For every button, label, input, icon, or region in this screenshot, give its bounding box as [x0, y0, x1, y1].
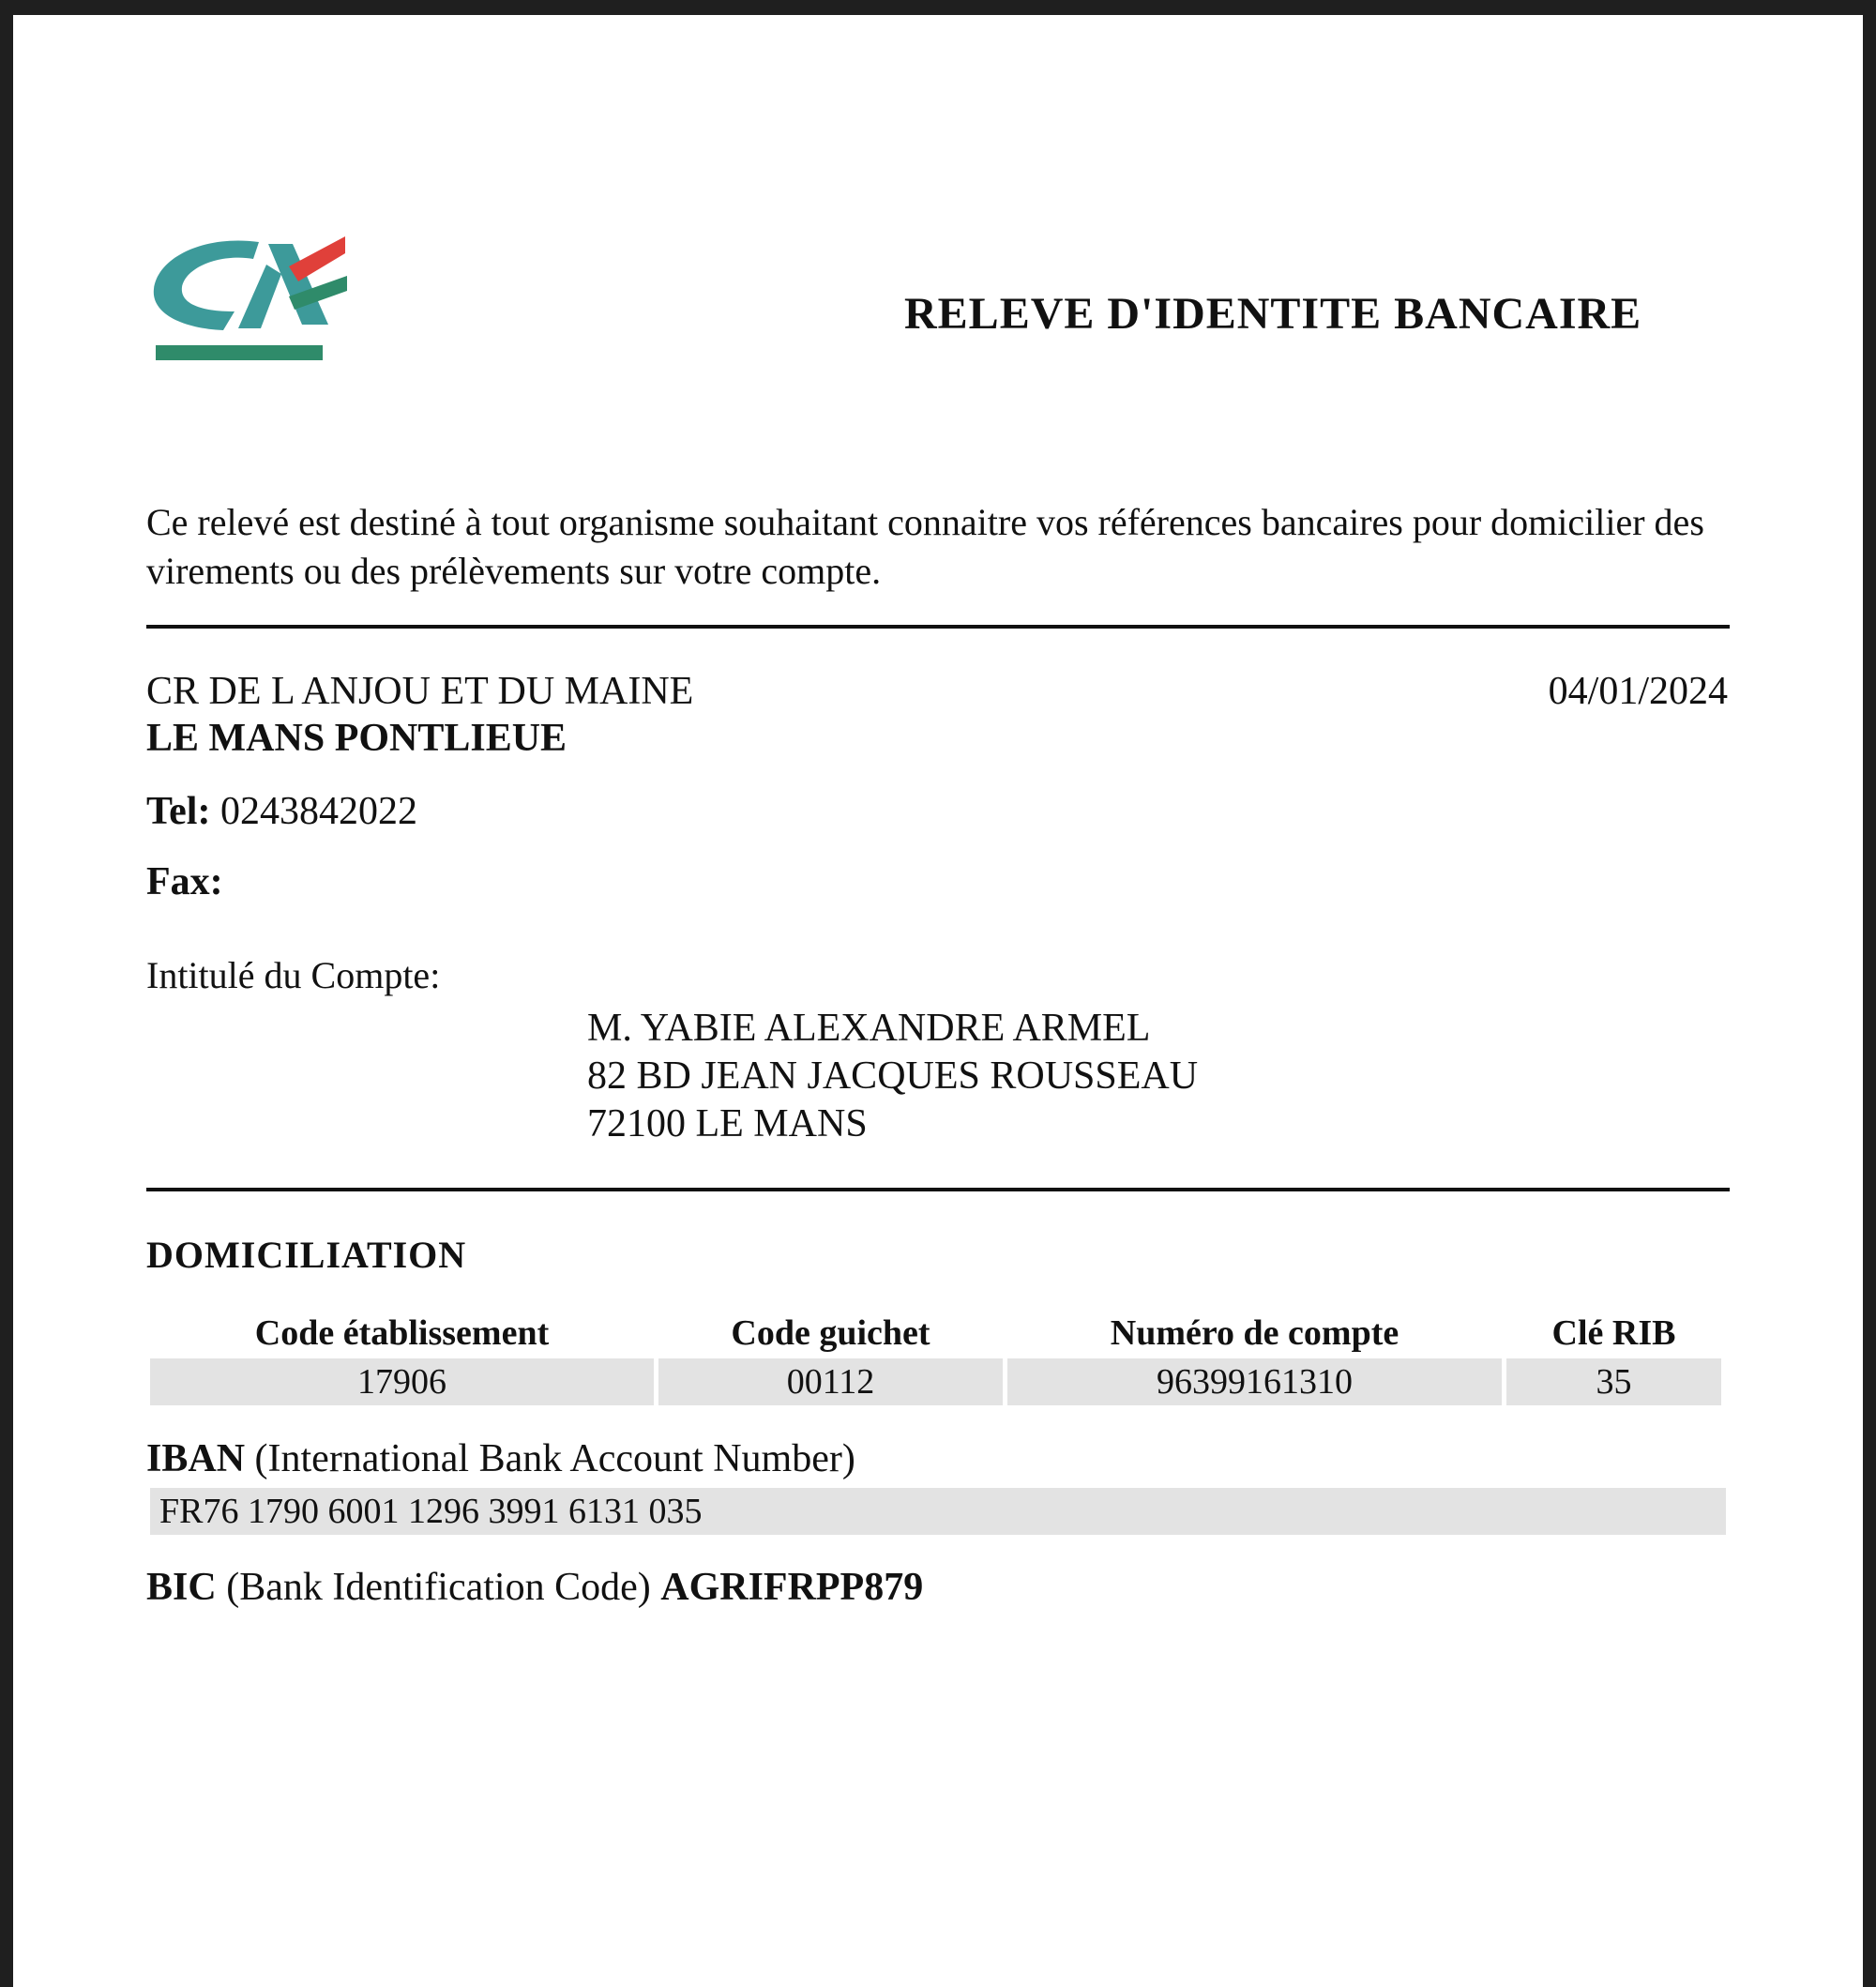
- tel-label: Tel:: [146, 790, 211, 833]
- fax-line: [146, 859, 223, 904]
- bic-line: [146, 1565, 923, 1610]
- divider-middle: [146, 1188, 1730, 1191]
- rib-table: [150, 1308, 1726, 1405]
- holder-name: M. YABIE ALEXANDRE ARMEL: [587, 1007, 1151, 1050]
- iban-label-line: [146, 1436, 855, 1481]
- header-code-etablissement: Code établissement: [254, 1313, 550, 1353]
- document-title: RELEVE D'IDENTITE BANCAIRE: [904, 289, 1642, 339]
- value-code-etablissement: 17906: [150, 1358, 654, 1405]
- bic-value: AGRIFRPP879: [660, 1566, 924, 1609]
- value-numero-compte: 96399161310: [1007, 1358, 1502, 1405]
- account-title-label: Intitulé du Compte:: [146, 954, 441, 996]
- document-page: [13, 15, 1863, 1987]
- tel-value: 0243842022: [219, 790, 417, 833]
- credit-agricole-logo-icon: [148, 231, 355, 372]
- divider-top: [146, 625, 1730, 629]
- value-cle-rib: 35: [1506, 1358, 1721, 1405]
- iban-box: [150, 1488, 1726, 1535]
- bank-name: CR DE L ANJOU ET DU MAINE: [146, 670, 694, 713]
- bic-description: (Bank Identification Code): [216, 1566, 661, 1609]
- holder-address-line2: 72100 LE MANS: [587, 1102, 868, 1145]
- iban-label: IBAN: [146, 1437, 246, 1480]
- bic-label: BIC: [146, 1566, 217, 1609]
- header-numero-compte: Numéro de compte: [1110, 1313, 1399, 1353]
- intro-paragraph: Ce relevé est destiné à tout organisme souhaitant connaitre vos références bancaires pour domicilier des virements ou des prélèvements sur votre compte.: [146, 501, 1704, 592]
- rib-table-header: [150, 1308, 1726, 1358]
- header-code-guichet: Code guichet: [731, 1313, 930, 1353]
- value-code-guichet: 00112: [658, 1358, 1003, 1405]
- fax-label: Fax:: [146, 860, 223, 903]
- header-cle-rib: Clé RIB: [1551, 1313, 1676, 1353]
- account-holder-block: [587, 1005, 1198, 1148]
- tel-line: [146, 789, 417, 834]
- iban-description: (International Bank Account Number): [245, 1437, 855, 1480]
- domiciliation-heading: DOMICILIATION: [146, 1234, 467, 1276]
- branch-name: LE MANS PONTLIEUE: [146, 717, 567, 760]
- document-date: 04/01/2024: [1548, 670, 1728, 713]
- iban-value: FR76 1790 6001 1296 3991 6131 035: [159, 1492, 703, 1531]
- rib-table-values: [150, 1358, 1726, 1405]
- holder-address-line1: 82 BD JEAN JACQUES ROUSSEAU: [587, 1054, 1199, 1098]
